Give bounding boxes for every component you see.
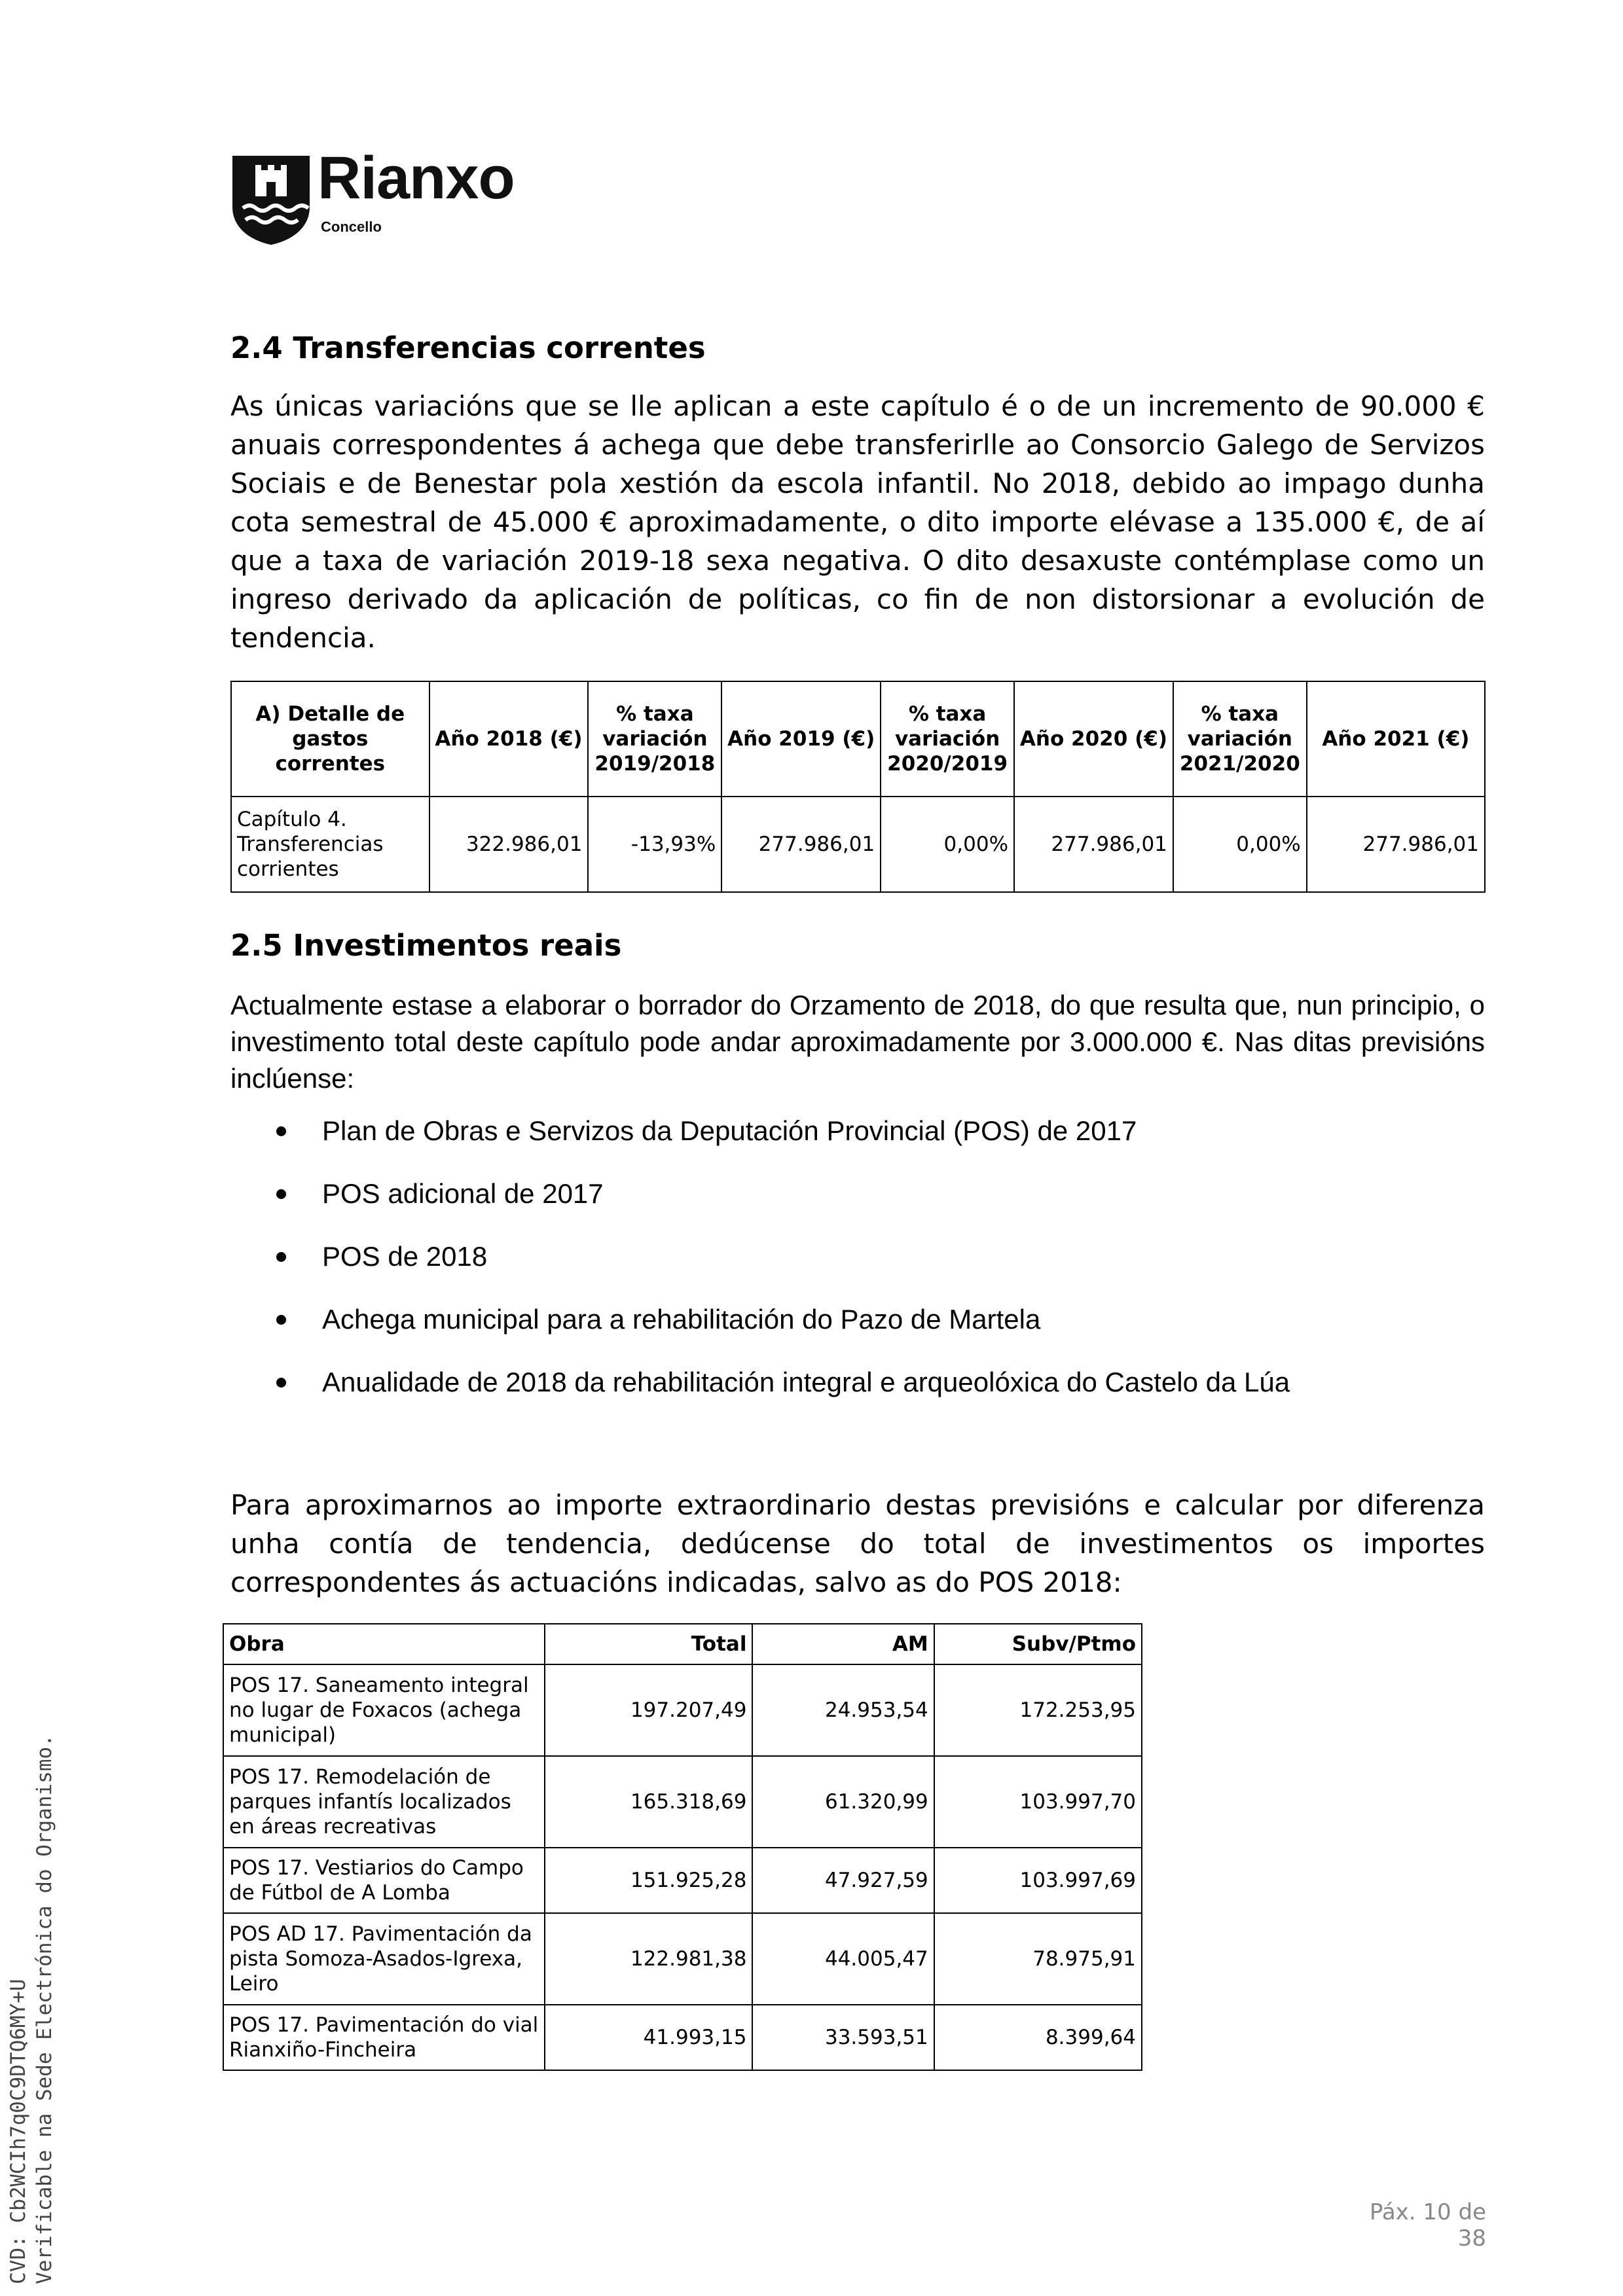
table-cell: POS 17. Saneamento integral no lugar de Foxacos (achega municipal) — [223, 1664, 545, 1756]
table-header-row — [231, 681, 1485, 797]
list-item-text: Anualidade de 2018 da rehabilitación integral e arqueolóxica do Castelo da Lúa — [322, 1367, 1290, 1397]
obras-table — [223, 1623, 1142, 2071]
list-item-text: Achega municipal para a rehabilitación do Pazo de Martela — [322, 1304, 1041, 1335]
table-header-cell: Total — [545, 1624, 752, 1664]
table-cell: 172.253,95 — [934, 1664, 1142, 1756]
list-item — [230, 1238, 1474, 1301]
table-row — [223, 1664, 1142, 1756]
table-row — [223, 1913, 1142, 2005]
bullet-icon — [276, 1315, 286, 1325]
bullet-icon — [276, 1189, 286, 1199]
verification-code: CVD: Cb2WCIh7q0C9DTQ6MY+U — [7, 1979, 30, 2284]
list-item — [230, 1301, 1474, 1364]
table-row — [223, 1848, 1142, 1913]
table-cell: 277.986,01 — [1307, 797, 1485, 892]
bullet-icon — [276, 1126, 286, 1136]
bullet-icon — [276, 1252, 286, 1262]
table-header-cell: % taxa variación 2020/2019 — [881, 681, 1014, 797]
table-cell: POS 17. Pavimentación do vial Rianxiño-Fincheira — [223, 2005, 545, 2070]
verification-note: Verificable na Sede Electrónica do Organismo. — [33, 1734, 56, 2284]
table-header-cell: Subv/Ptmo — [934, 1624, 1142, 1664]
table-row — [223, 2005, 1142, 2070]
table-cell: 33.593,51 — [752, 2005, 934, 2070]
table-header-cell: Año 2021 (€) — [1307, 681, 1485, 797]
section-2-5-paragraph: Actualmente estase a elaborar o borrador do Orzamento de 2018, do que resulta que, nun principio, o investimento total deste capítulo pode andar aproximadamente por 3.000.000 €. Nas ditas previsións inclúense: — [230, 990, 1485, 1094]
table-header-cell: Obra — [223, 1624, 545, 1664]
list-item-text: Plan de Obras e Servizos da Deputación Provincial (POS) de 2017 — [322, 1115, 1137, 1146]
section-heading-2-4: 2.4 Transferencias correntes — [230, 331, 706, 365]
table-cell: Capítulo 4. Transferencias corrientes — [231, 797, 429, 892]
logo-subtitle: Concello — [321, 219, 382, 235]
list-item-text: POS adicional de 2017 — [322, 1178, 604, 1209]
table-row — [223, 1756, 1142, 1848]
table-cell: 0,00% — [1173, 797, 1307, 892]
table-cell: 47.927,59 — [752, 1848, 934, 1913]
verification-sidebar — [5, 1734, 58, 2284]
table-header-cell: A) Detalle de gastos correntes — [231, 681, 429, 797]
gastos-correntes-table — [230, 681, 1486, 893]
list-item-text: POS de 2018 — [322, 1241, 488, 1272]
table-cell: 277.986,01 — [1014, 797, 1173, 892]
list-item — [230, 1175, 1474, 1238]
table-header-cell: % taxa variación 2019/2018 — [588, 681, 721, 797]
section-2-5-paragraph-2: Para aproximarnos ao importe extraordinario destas previsións e calcular por diferenza unha contía de tendencia, dedúcense do total de investimentos os importes correspondentes ás actuacións indicadas, salvo as do POS 2018: — [230, 1489, 1485, 1598]
table-header-cell: Año 2018 (€) — [429, 681, 589, 797]
rianxo-logo — [232, 145, 573, 247]
page-number: Páx. 10 de 38 — [1369, 2199, 1486, 2251]
castle-shield-icon — [232, 156, 310, 245]
table-cell: 197.207,49 — [545, 1664, 752, 1756]
table-row — [231, 797, 1485, 892]
table-cell: -13,93% — [588, 797, 721, 892]
table-cell: 103.997,70 — [934, 1756, 1142, 1848]
table-header-cell: % taxa variación 2021/2020 — [1173, 681, 1307, 797]
table-cell: 322.986,01 — [429, 797, 589, 892]
table-cell: 103.997,69 — [934, 1848, 1142, 1913]
table-header-cell: Año 2019 (€) — [721, 681, 881, 797]
table-cell: POS 17. Vestiarios do Campo de Fútbol de A Lomba — [223, 1848, 545, 1913]
section-2-4-paragraph: As únicas variacións que se lle aplican a este capítulo é o de un incremento de 90.000 € anuais correspondentes á achega que debe transferirlle ao Consorcio Galego de Servizos Sociais e de Benestar pola xestión da escola infantil. No 2018, debido ao impago dunha cota semestral de 45.000 € aproximadamente, o dito importe elévase a 135.000 €, de aí que a taxa de variación 2019-18 sexa negativa. O dito desaxuste contémplase como un ingreso derivado da aplicación de políticas, co fin de non distorsionar a evolución de tendencia. — [230, 390, 1485, 654]
list-item — [230, 1113, 1474, 1175]
table-cell: 0,00% — [881, 797, 1014, 892]
table-cell: 61.320,99 — [752, 1756, 934, 1848]
list-item — [230, 1364, 1474, 1427]
section-heading-2-5: 2.5 Investimentos reais — [230, 928, 622, 963]
table-cell: 277.986,01 — [721, 797, 881, 892]
bullet-icon — [276, 1378, 286, 1388]
logo-wordmark: Rianxo — [318, 145, 515, 211]
table-cell: POS 17. Remodelación de parques infantís localizados en áreas recreativas — [223, 1756, 545, 1848]
table-header-row — [223, 1624, 1142, 1664]
table-header-cell: AM — [752, 1624, 934, 1664]
table-cell: 41.993,15 — [545, 2005, 752, 2070]
table-cell: 8.399,64 — [934, 2005, 1142, 2070]
table-header-cell: Año 2020 (€) — [1014, 681, 1173, 797]
table-cell: 24.953,54 — [752, 1664, 934, 1756]
table-cell: 151.925,28 — [545, 1848, 752, 1913]
table-cell: 44.005,47 — [752, 1913, 934, 2005]
table-cell: POS AD 17. Pavimentación da pista Somoza-Asados-Igrexa, Leiro — [223, 1913, 545, 2005]
table-cell: 78.975,91 — [934, 1913, 1142, 2005]
table-cell: 165.318,69 — [545, 1756, 752, 1848]
investments-bullet-list — [230, 1113, 1474, 1427]
table-cell: 122.981,38 — [545, 1913, 752, 2005]
